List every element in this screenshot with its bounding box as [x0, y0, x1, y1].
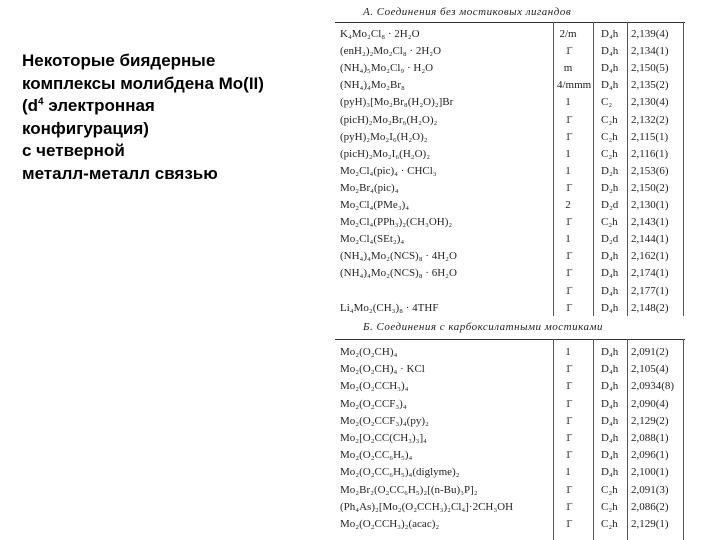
- compound-formula: (pyH)₃[Mo₂Br₈(H₂O)₂]Br: [340, 96, 454, 109]
- title-superscript: 4: [38, 96, 44, 108]
- mo-mo-distance: 2,130(4): [631, 96, 669, 109]
- point-group: D₂h: [601, 164, 619, 177]
- table-row: [335, 501, 715, 519]
- table-row: [335, 346, 715, 364]
- title-line: комплексы молибдена Mo(II): [22, 73, 264, 93]
- point-group: C₂h: [601, 518, 618, 530]
- column-divider: [593, 339, 594, 540]
- mo-mo-distance: 2,139(4): [631, 28, 669, 40]
- mo-mo-distance: 2,091(2): [631, 346, 669, 358]
- site-symmetry: 1̄: [565, 449, 571, 462]
- scanned-table: [335, 0, 715, 540]
- compound-formula: Li₄Mo₂(CH₃)₈ · 4THF: [340, 301, 439, 314]
- point-group: D₄h: [601, 363, 619, 376]
- point-group: D₂d: [601, 199, 619, 211]
- compound-formula: (NH₄)₄Mo₂(NCS)₈ · 6H₂O: [340, 267, 457, 280]
- compound-formula: Mo₂Cl₄(SEt₂)₄: [340, 233, 405, 246]
- mo-mo-distance: 2,132(2): [631, 113, 669, 126]
- title-line: металл-металл связью: [22, 163, 218, 183]
- site-symmetry: 1̄: [565, 45, 571, 58]
- site-symmetry: 1: [565, 147, 571, 160]
- point-group: D₄h: [601, 466, 619, 479]
- table-row: [335, 449, 715, 467]
- table-row: [335, 79, 715, 97]
- mo-mo-distance: 2,162(1): [631, 250, 669, 263]
- mo-mo-distance: 2,174(1): [631, 267, 669, 280]
- table-row: [335, 182, 715, 200]
- compound-formula: Mo₂(O₂CC₆H₅)₄: [340, 449, 413, 462]
- column-divider: [553, 22, 554, 316]
- site-symmetry: 1̄: [565, 216, 571, 229]
- point-group: D₄h: [601, 301, 619, 314]
- compound-formula: Mo₂(O₂CH)₄ · KCl: [340, 363, 425, 376]
- compound-formula: (NH₄)₄Mo₂(NCS)₈ · 4H₂O: [340, 250, 457, 263]
- compound-formula: (enH₂)₂Mo₂Cl₈ · 2H₂O: [340, 45, 442, 58]
- point-group: C₂h: [601, 113, 618, 126]
- mo-mo-distance: 2,134(1): [631, 45, 669, 58]
- table-row: [335, 45, 715, 63]
- mo-mo-distance: 2,0934(8): [631, 380, 675, 393]
- compound-formula: (picH)₂Mo₂Br₆(H₂O)₂: [340, 113, 438, 126]
- site-symmetry: 1̄: [565, 414, 571, 427]
- compound-formula: Mo₂Cl₄(PMe₃)₄: [340, 199, 410, 211]
- point-group: D₄h: [601, 79, 619, 92]
- site-symmetry: 2/m: [559, 28, 577, 40]
- point-group: C₂h: [601, 500, 618, 513]
- table-row: [335, 28, 715, 46]
- point-group: C₂h: [601, 216, 618, 229]
- site-symmetry: 1̄: [565, 284, 571, 297]
- point-group: C₂h: [601, 483, 618, 496]
- section-a-heading: [335, 6, 715, 20]
- site-symmetry: 1̄: [565, 363, 571, 376]
- site-symmetry: 1: [565, 466, 571, 479]
- mo-mo-distance: 2,177(1): [631, 284, 669, 297]
- mo-mo-distance: 2,086(2): [631, 500, 669, 513]
- site-symmetry: 1̄: [565, 267, 571, 280]
- site-symmetry: 1: [565, 233, 571, 246]
- mo-mo-distance: 2,150(2): [631, 181, 669, 194]
- table-row: [335, 199, 715, 217]
- point-group: D₄h: [601, 397, 619, 410]
- table-row: [335, 250, 715, 268]
- table-row: [335, 267, 715, 285]
- site-symmetry: 1̄: [565, 113, 571, 126]
- mo-mo-distance: 2,096(1): [631, 449, 669, 462]
- site-symmetry: 1: [565, 346, 571, 358]
- point-group: D₄h: [601, 432, 619, 444]
- mo-mo-distance: 2,150(5): [631, 62, 669, 75]
- compound-formula: Mo₂(O₂CCH₃)₄: [340, 380, 409, 393]
- compound-formula: Mo₂Br₂(O₂CC₆H₅)₂[(n-Bu)₃P]₂: [340, 483, 478, 496]
- compound-formula: Mo₂[O₂CC(CH₃)₃]₄: [340, 432, 428, 444]
- site-symmetry: 1̄: [565, 250, 571, 263]
- header-rule: [335, 339, 685, 340]
- mo-mo-distance: 2,148(2): [631, 301, 669, 314]
- table-row: [335, 233, 715, 251]
- point-group: D₄h: [601, 414, 619, 427]
- mo-mo-distance: 2,130(1): [631, 199, 669, 211]
- point-group: D₄h: [601, 267, 619, 280]
- point-group: D₂d: [601, 233, 619, 246]
- mo-mo-distance: 2,129(1): [631, 518, 669, 530]
- table-row: [335, 302, 715, 320]
- site-symmetry: 1: [565, 96, 571, 109]
- point-group: D₄h: [601, 28, 619, 40]
- section-heading-text: Б. Соединения с карбоксилатными мостиками: [363, 321, 604, 333]
- mo-mo-distance: 2,143(1): [631, 216, 669, 229]
- mo-mo-distance: 2,116(1): [631, 147, 669, 160]
- point-group: D₄h: [601, 380, 619, 393]
- point-group: D₄h: [601, 62, 619, 75]
- table-row: [335, 398, 715, 416]
- mo-mo-distance: 2,088(1): [631, 432, 669, 444]
- table-row: [335, 432, 715, 450]
- title-fragment: (d: [22, 96, 39, 115]
- title-line: конфигурация): [22, 118, 149, 138]
- compound-formula: Mo₂Br₄(pic)₄: [340, 181, 399, 194]
- table-row: [335, 216, 715, 234]
- title-line: Некоторые биядерные: [22, 51, 216, 70]
- point-group: D₄h: [601, 284, 619, 297]
- compound-formula: Mo₂(O₂CCF₃)₄: [340, 397, 407, 410]
- site-symmetry: 1̄: [565, 518, 571, 530]
- point-group: D₄h: [601, 250, 619, 263]
- site-symmetry: 4/mmm: [557, 79, 592, 92]
- mo-mo-distance: 2,153(6): [631, 164, 669, 177]
- site-symmetry: 1: [565, 164, 571, 177]
- compound-formula: Mo₂(O₂CCF₃)₄(py)₂: [340, 414, 429, 427]
- point-group: C₂h: [601, 130, 618, 143]
- column-divider: [593, 22, 594, 316]
- compound-formula: (picH)₂Mo₂I₆(H₂O)₂: [340, 147, 431, 160]
- title-line: [22, 95, 322, 118]
- table-row: [335, 96, 715, 114]
- table-row: [335, 363, 715, 381]
- section-heading-text: А. Соединения без мостиковых лигандов: [363, 6, 572, 18]
- table-row: [335, 518, 715, 536]
- site-symmetry: 1̄: [565, 432, 571, 444]
- column-divider: [683, 22, 684, 316]
- mo-mo-distance: 2,105(4): [631, 363, 669, 376]
- site-symmetry: 1̄: [565, 301, 571, 314]
- compound-formula: (NH₄)₄Mo₂Br₈: [340, 79, 405, 92]
- column-divider: [553, 339, 554, 540]
- point-group: D₂h: [601, 181, 619, 194]
- site-symmetry: 1̄: [565, 483, 571, 496]
- table-row: [335, 285, 715, 303]
- point-group: D₄h: [601, 346, 619, 358]
- column-divider: [627, 339, 628, 540]
- compound-formula: Mo₂(O₂CH)₄: [340, 346, 398, 358]
- table-row: [335, 415, 715, 433]
- table-row: [335, 380, 715, 398]
- table-row: [335, 114, 715, 132]
- table-row: [335, 484, 715, 502]
- compound-formula: Mo₂(O₂CC₆H₅)₄(diglyme)₂: [340, 466, 460, 479]
- mo-mo-distance: 2,135(2): [631, 79, 669, 92]
- site-symmetry: 2: [565, 199, 571, 211]
- compound-formula: Mo₂Cl₄(PPh₃)₂(CH₃OH)₂: [340, 216, 453, 229]
- point-group: D₄h: [601, 45, 619, 58]
- point-group: C₂: [601, 96, 613, 109]
- column-divider: [683, 339, 684, 540]
- compound-formula: (NH₄)₅Mo₂Cl₉ · H₂O: [340, 62, 434, 75]
- site-symmetry: m: [563, 62, 573, 75]
- site-symmetry: 1̄: [565, 500, 571, 513]
- title-fragment: электронная: [43, 96, 155, 115]
- mo-mo-distance: 2,144(1): [631, 233, 669, 246]
- title-line: с четверной: [22, 141, 125, 160]
- compound-formula: (Ph₄As)₂[Mo₂(O₂CCH₃)₂Cl₄]·2CH₃OH: [340, 500, 514, 513]
- mo-mo-distance: 2,091(3): [631, 483, 669, 496]
- mo-mo-distance: 2,090(4): [631, 397, 669, 410]
- section-b-heading: [335, 321, 715, 335]
- table-row: [335, 466, 715, 484]
- point-group: C₂h: [601, 147, 618, 160]
- slide-title: [22, 50, 322, 185]
- mo-mo-distance: 2,129(2): [631, 414, 669, 427]
- table-row: [335, 62, 715, 80]
- header-rule: [335, 22, 685, 23]
- compound-formula: Mo₂(O₂CCH₃)₂(acac)₂: [340, 518, 440, 530]
- table-row: [335, 165, 715, 183]
- mo-mo-distance: 2,115(1): [631, 130, 669, 143]
- mo-mo-distance: 2,100(1): [631, 466, 669, 479]
- column-divider: [627, 22, 628, 316]
- site-symmetry: 1̄: [565, 181, 571, 194]
- table-row: [335, 148, 715, 166]
- compound-formula: Mo₂Cl₄(pic)₄ · CHCl₃: [340, 164, 437, 177]
- site-symmetry: 1̄: [565, 380, 571, 393]
- point-group: D₄h: [601, 449, 619, 462]
- table-row: [335, 131, 715, 149]
- site-symmetry: 1̄: [565, 130, 571, 143]
- compound-formula: K₄Mo₂Cl₈ · 2H₂O: [340, 28, 420, 40]
- compound-formula: (pyH)₂Mo₂I₆(H₂O)₂: [340, 130, 428, 143]
- site-symmetry: 1̄: [565, 397, 571, 410]
